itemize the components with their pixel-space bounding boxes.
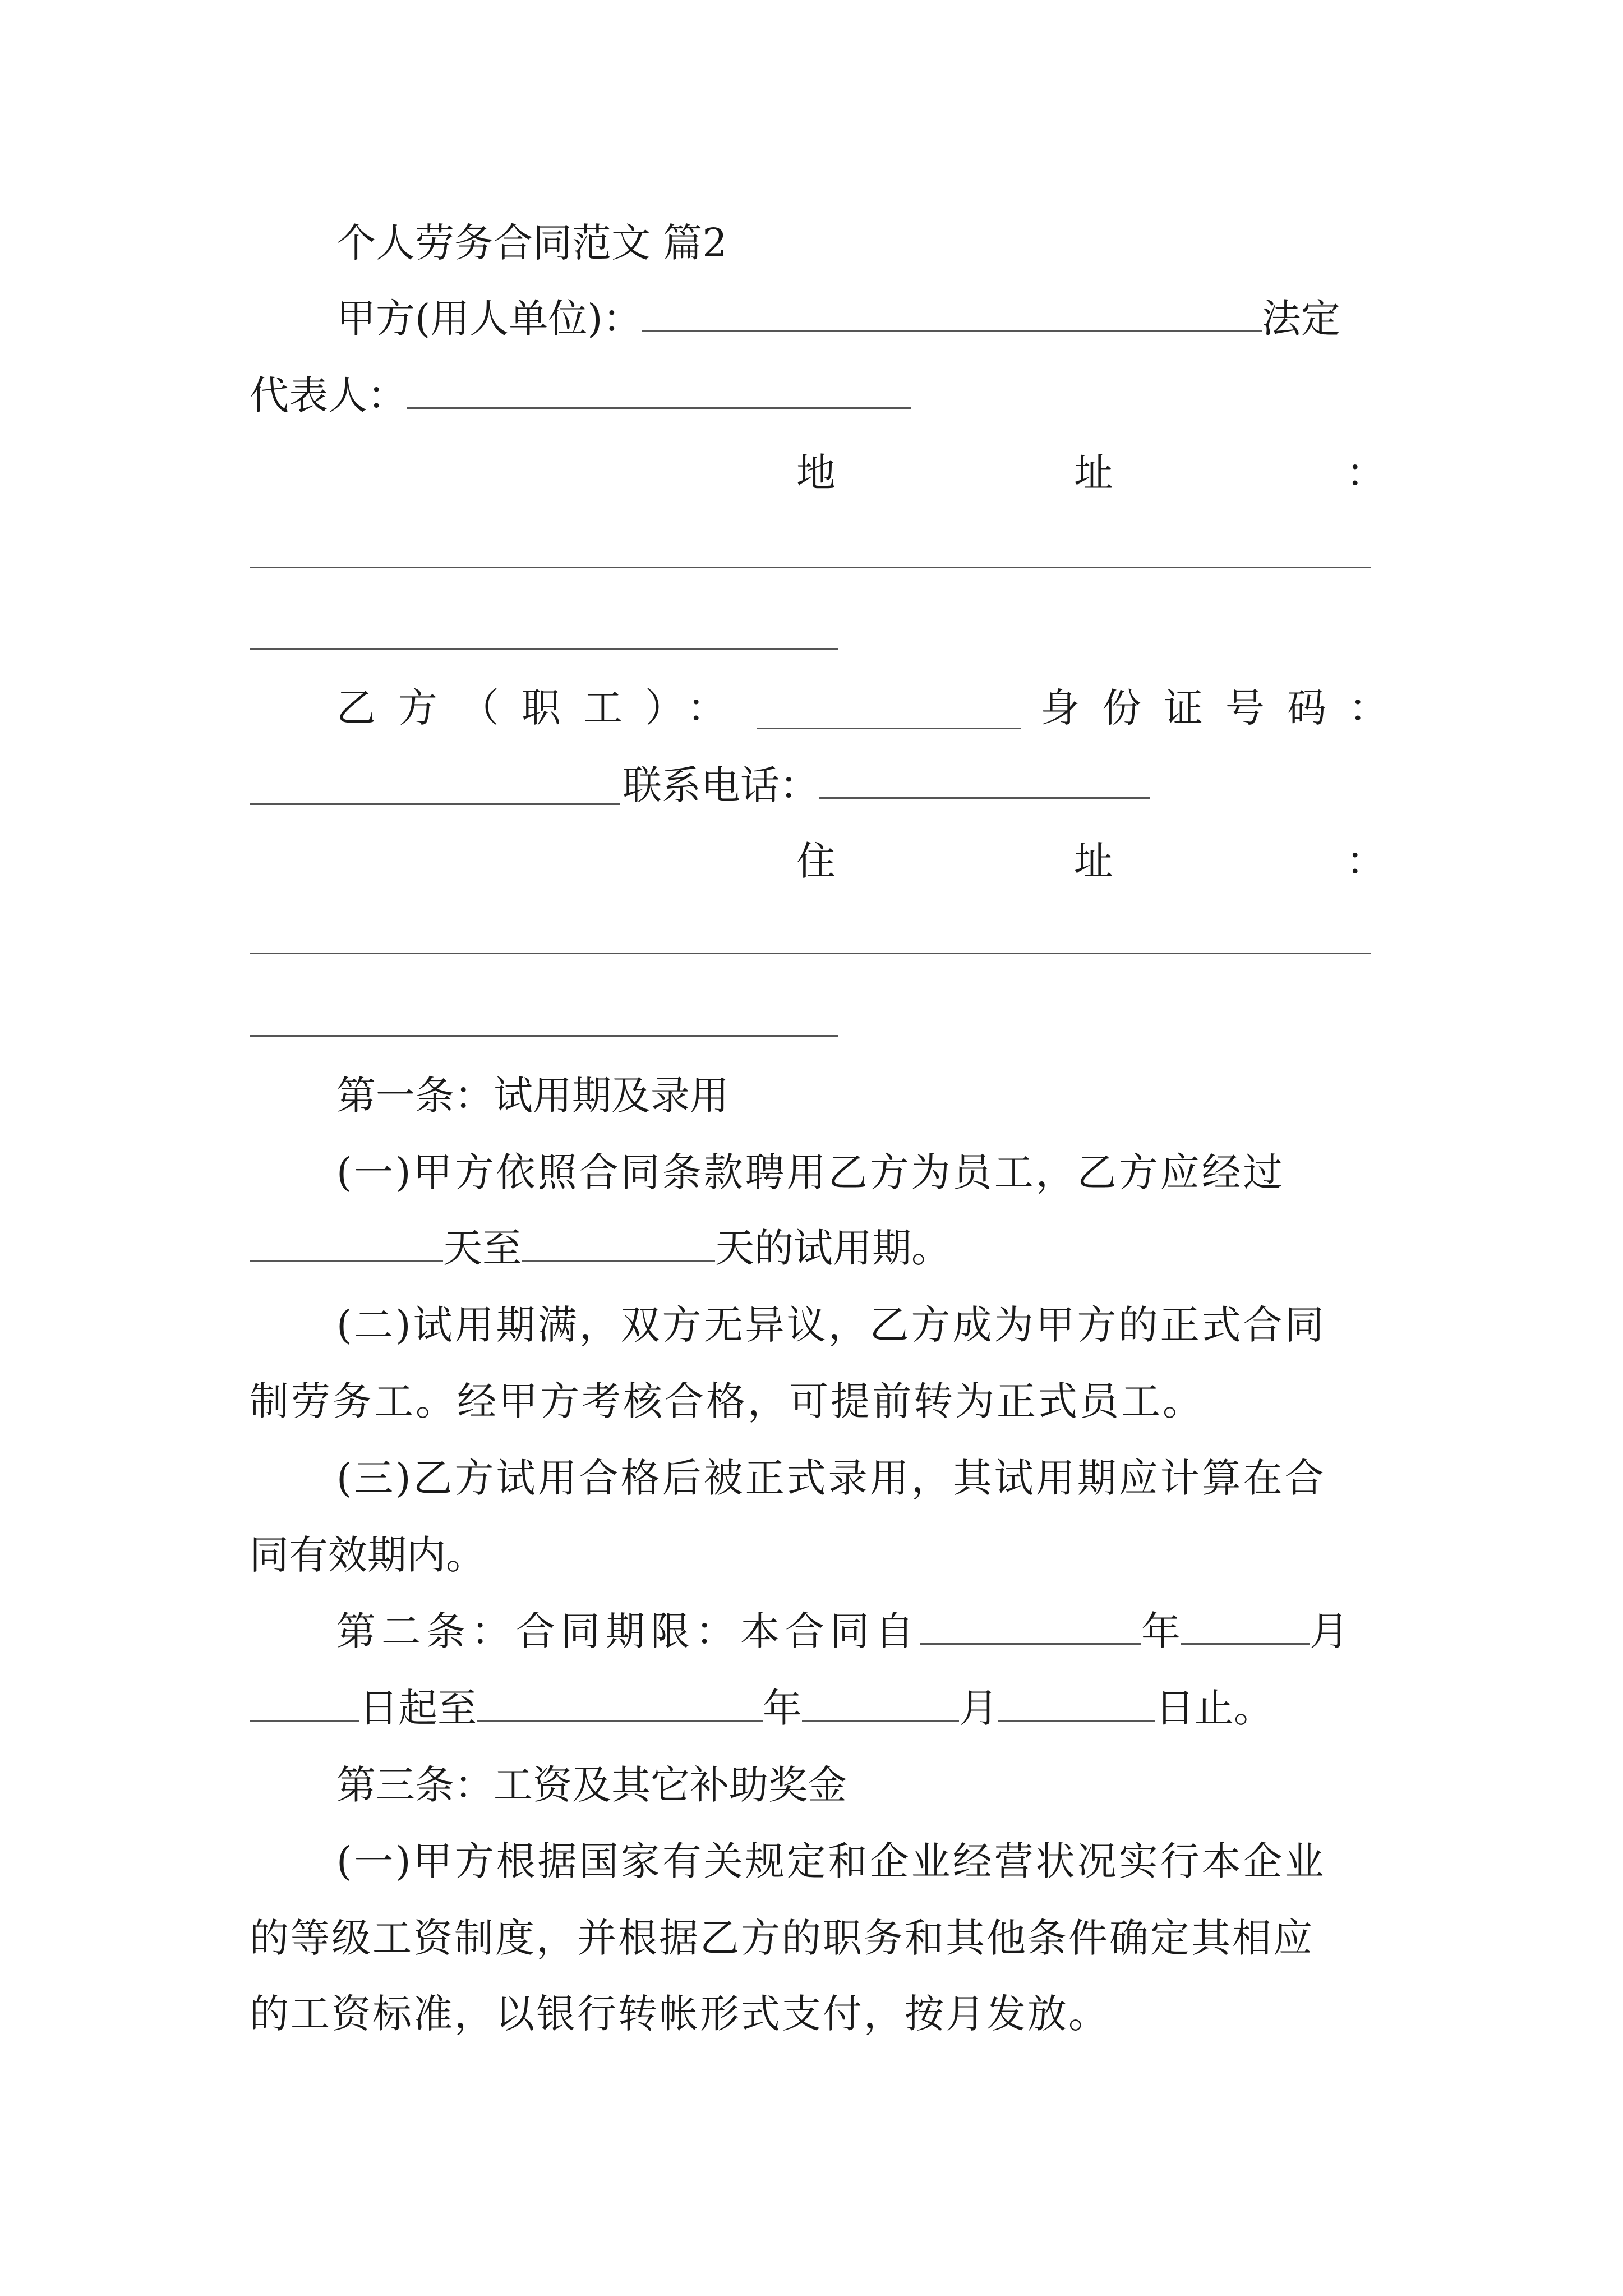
start-month-unit: 月 <box>1310 1608 1349 1654</box>
article-1-p2-line-1: (二)试用期满，双方无异议，乙方成为甲方的正式合同 <box>336 1302 1326 1348</box>
id-number-label: 身份证号码： <box>1040 685 1410 731</box>
start-year-unit: 年 <box>1141 1608 1181 1654</box>
phone-blank <box>819 765 1150 799</box>
id-number-blank <box>250 803 620 805</box>
party-a-name-blank <box>642 298 1262 332</box>
party-b-address-blank-2 <box>250 1035 838 1037</box>
document-title: 个人劳务合同范文 篇2 <box>336 220 727 266</box>
probation-to: 天至 <box>443 1225 522 1271</box>
article-3-p1-line-2: 的等级工资制度，并根据乙方的职务和其他条件确定其相应 <box>250 1915 1314 1961</box>
article-3-heading: 第三条：工资及其它补助奖金 <box>336 1762 847 1808</box>
article-1-heading: 第一条：试用期及录用 <box>336 1073 729 1119</box>
article-2-label: 第二条：合同期限：本合同自 <box>336 1608 920 1654</box>
phone-line <box>623 757 1150 813</box>
probation-min-blank <box>250 1227 443 1262</box>
end-day-blank <box>998 1687 1155 1722</box>
party-b-label: 乙方（职工）： <box>336 685 749 731</box>
article-3-p1-line-3: 的工资标准，以银行转帐形式支付，按月发放。 <box>250 1991 1109 2037</box>
probation-end: 天的试用期。 <box>715 1225 951 1271</box>
article-3-p1-line-1: (一)甲方根据国家有关规定和企业经营状况实行本企业 <box>336 1838 1326 1884</box>
article-1-p3-line-2: 同有效期内。 <box>250 1532 485 1578</box>
article-1-p1-line-1: (一)甲方依照合同条款聘用乙方为员工，乙方应经过 <box>336 1149 1285 1195</box>
party-b-address-char-1: 住 <box>796 838 836 884</box>
legal-rep-label-2: 代表人： <box>250 372 407 418</box>
party-a-address-blank-1 <box>250 567 1371 568</box>
phone-label: 联系电话： <box>623 762 819 808</box>
party-b-address-colon: ： <box>1346 838 1385 884</box>
probation-max-blank <box>522 1227 715 1262</box>
party-b-address-blank-1 <box>250 953 1371 954</box>
end-year-blank <box>477 1687 763 1722</box>
article-2-line-1 <box>336 1603 1349 1659</box>
article-1-p3-line-1: (三)乙方试用合格后被正式录用，其试用期应计算在合 <box>336 1455 1326 1501</box>
start-month-blank <box>1181 1611 1310 1645</box>
party-b-address-char-2: 址 <box>1074 838 1113 884</box>
start-day-unit: 日起至 <box>359 1685 477 1731</box>
article-1-p1-line-2 <box>250 1220 951 1276</box>
party-a-label: 甲方(用人单位)： <box>336 296 642 342</box>
start-year-blank <box>920 1611 1141 1645</box>
end-year-unit: 年 <box>763 1685 802 1731</box>
legal-rep-blank <box>407 375 911 409</box>
end-month-unit: 月 <box>959 1685 998 1731</box>
party-a-address-colon: ： <box>1346 450 1385 496</box>
party-a-address-char-2: 址 <box>1074 450 1113 496</box>
party-a-address-char-1: 地 <box>796 450 836 496</box>
article-2-line-2 <box>250 1680 1273 1736</box>
article-1-p2-line-2: 制劳务工。经甲方考核合格，可提前转为正式员工。 <box>250 1378 1204 1424</box>
start-day-blank <box>250 1687 359 1722</box>
party-a-line <box>336 291 1391 347</box>
party-b-name-blank <box>757 728 1021 729</box>
legal-rep-line <box>250 367 911 424</box>
party-a-address-blank-2 <box>250 648 838 650</box>
end-day-unit: 日止。 <box>1155 1685 1273 1731</box>
legal-rep-label-1: 法定 <box>1261 296 1340 342</box>
end-month-blank <box>802 1687 959 1722</box>
